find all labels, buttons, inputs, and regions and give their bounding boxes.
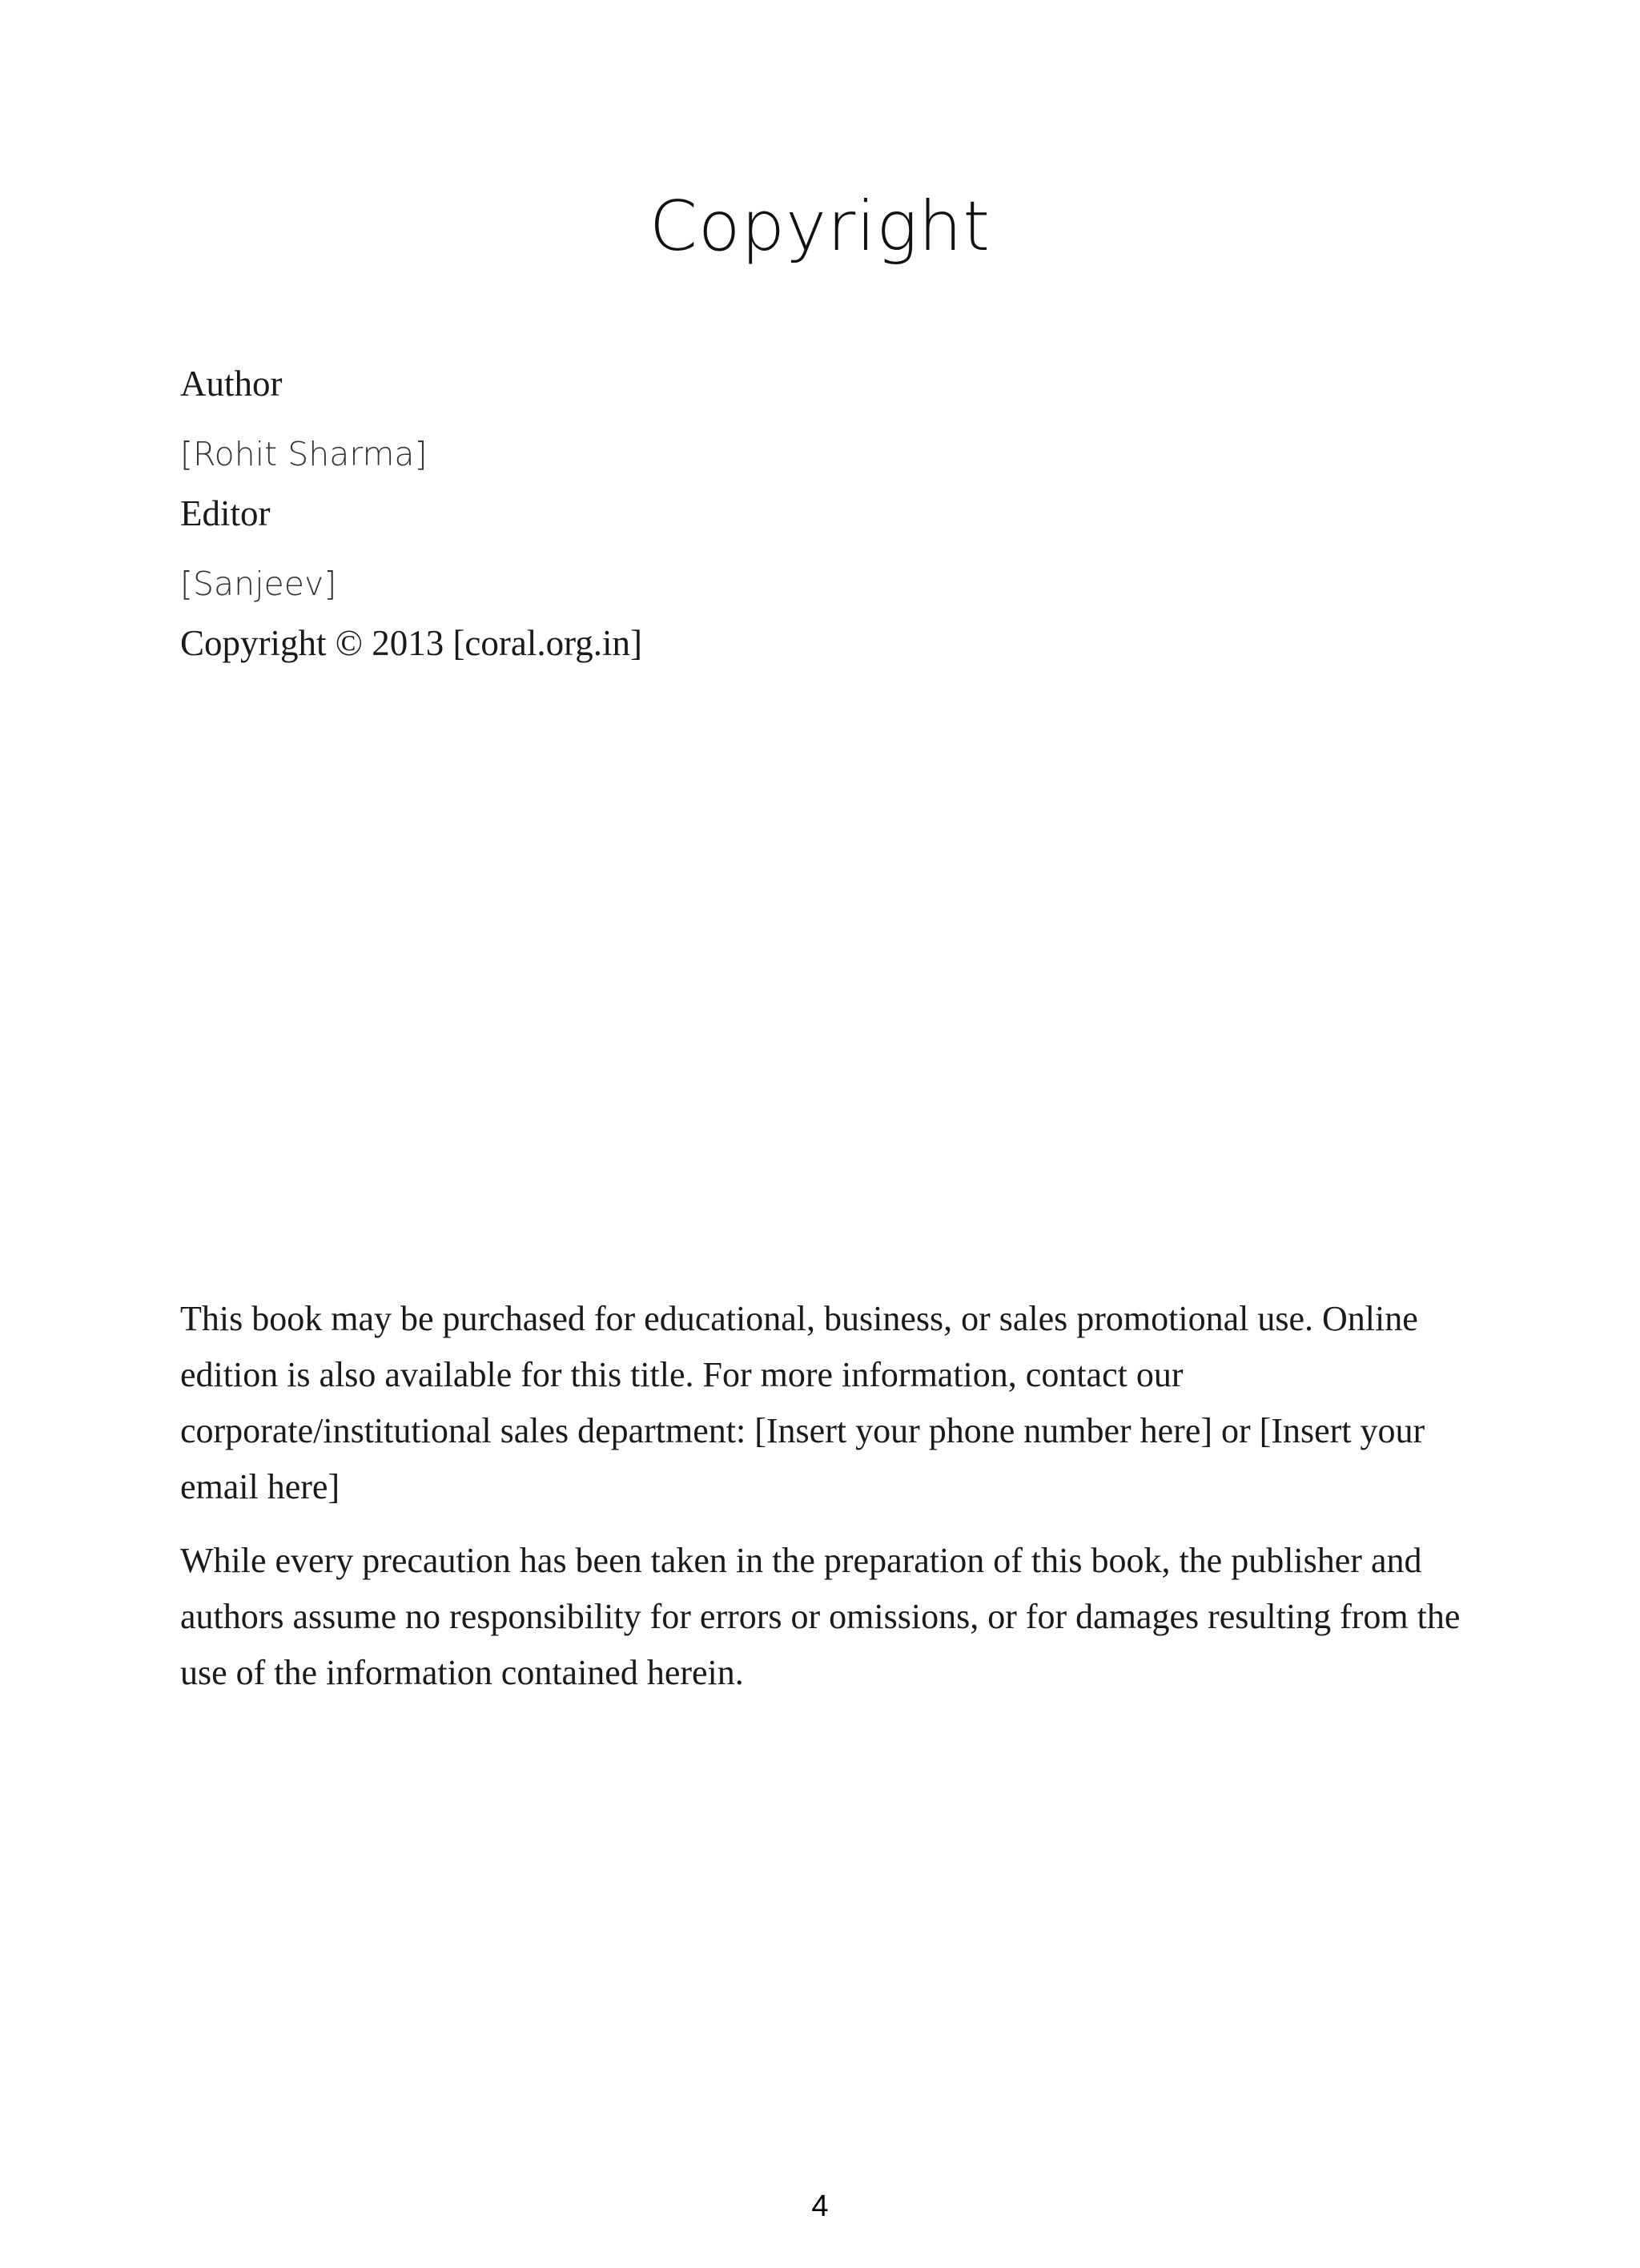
purchase-info-paragraph: This book may be purchased for educational, business, or sales promotional use. Online edition is also available for this title. For more information, contact our corporate/institutional sales department: [Insert your phone number here] or [Insert your email here]: [180, 1299, 1425, 1506]
author-name: [Rohit Sharma]: [180, 435, 428, 473]
author-label: Author: [180, 364, 283, 404]
page-number: 4: [811, 2190, 829, 2223]
editor-name: [Sanjeev]: [180, 565, 337, 603]
copyright-line: Copyright © 2013 [coral.org.in]: [180, 623, 643, 663]
page-title: Copyright: [649, 187, 991, 267]
editor-label: Editor: [180, 493, 271, 533]
disclaimer-paragraph: While every precaution has been taken in the preparation of this book, the publisher and authors assume no responsibility for errors or omissions, or for damages resulting from the use of the information contained herein.: [180, 1541, 1461, 1692]
